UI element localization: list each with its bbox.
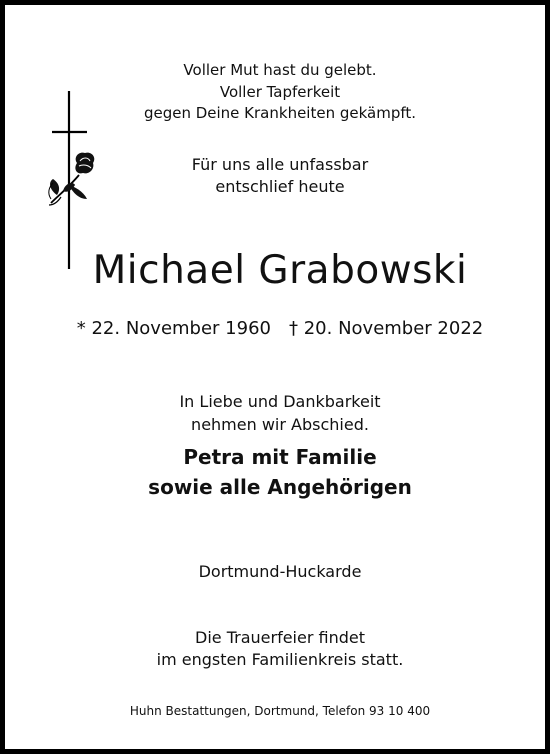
ceremony-line-1: Die Trauerfeier findet — [195, 628, 365, 647]
ceremony-line-2: im engsten Familienkreis statt. — [156, 650, 404, 669]
location: Dortmund-Huckarde — [198, 562, 362, 581]
birth-date: * 22. November 1960 — [76, 318, 271, 339]
farewell-line-1: In Liebe und Dankbarkeit — [179, 392, 381, 411]
death-date: † 20. November 2022 — [289, 318, 484, 339]
undertaker-info: Huhn Bestattungen, Dortmund, Telefon 93 10 400 — [129, 704, 431, 718]
mourners-line-1: Petra mit Familie — [183, 445, 377, 469]
life-dates — [5, 318, 550, 340]
poem-line-1: Voller Mut hast du gelebt. — [183, 61, 377, 79]
passing-line-1: Für uns alle unfassbar — [191, 155, 369, 174]
farewell-line-2: nehmen wir Abschied. — [191, 415, 369, 434]
mourners-line-2: sowie alle Angehörigen — [148, 475, 412, 499]
poem-line-3: gegen Deine Krankheiten gekämpft. — [143, 104, 417, 122]
poem-line-2: Voller Tapferkeit — [219, 83, 341, 101]
passing-line-2: entschlief heute — [215, 177, 345, 196]
deceased-name: Michael Grabowski — [92, 248, 468, 293]
